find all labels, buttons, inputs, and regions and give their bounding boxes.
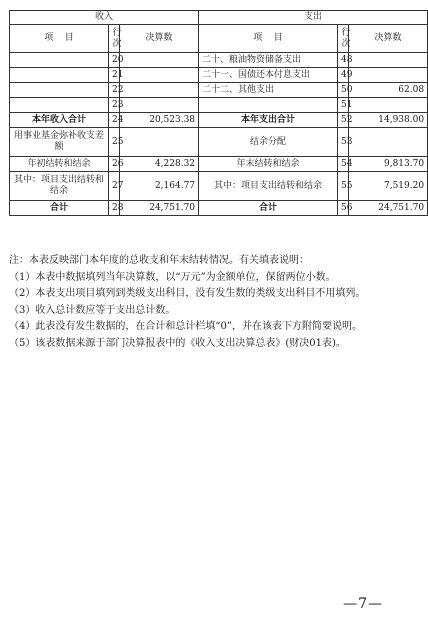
income-item-cell: 年初结转和结余 [10,157,109,172]
table-row [10,98,428,113]
expense-line-cell: 51 [338,98,349,113]
expense-amount-cell [349,98,428,113]
expense-line-cell: 49 [338,68,349,83]
annual-total-row [10,113,428,128]
income-line-column-header: 行次 [109,25,120,53]
expense-item-cell: 二十、粮油物资储备支出 [199,53,338,68]
expense-header: 支出 [199,11,428,25]
grand-total-row [10,201,428,216]
expense-amount-cell [349,68,428,83]
expense-amount-cell: 7,519.20 [349,172,428,201]
note-item: （1）本表中数据填列当年决算数，以“万元”为金额单位，保留两位小数。 [9,271,336,283]
income-line-cell: 20 [109,53,120,68]
expense-line-cell: 53 [338,128,349,157]
income-expense-table [9,10,428,216]
expense-amount-cell: 9,813.70 [349,157,428,172]
income-annual-total-amount: 20,523.38 [120,113,199,128]
expense-item-column-header: 项 目 [199,25,338,53]
income-item-cell [10,68,109,83]
income-amount-cell [120,83,199,98]
income-line-cell: 24 [109,113,120,128]
income-amount-cell [120,98,199,113]
expense-item-cell: 其中：项目支出结转和结余 [199,172,338,201]
income-amount-column-header: 决算数 [120,25,199,53]
expense-item-cell [199,98,338,113]
income-item-column-header: 项 目 [10,25,109,53]
note-item: （3）收入总计数应等于支出总计数。 [9,304,176,316]
income-line-cell: 27 [109,172,120,201]
expense-item-cell: 年末结转和结余 [199,157,338,172]
notes-intro: 注：本表反映部门本年度的总收支和年末结转情况。有关填表说明： [9,255,309,266]
income-item-cell [10,98,109,113]
income-grand-total-label: 合计 [10,201,109,216]
expense-line-column-header: 行次 [338,25,349,53]
income-grand-total-amount: 24,751.70 [120,201,199,216]
expense-line-cell: 52 [338,113,349,128]
income-item-cell: 其中：项目支出结转和结余 [10,172,109,201]
expense-amount-cell [349,128,428,157]
income-item-cell [10,53,109,68]
income-line-cell: 26 [109,157,120,172]
final-accounts-table-container [9,10,425,216]
expense-line-cell: 55 [338,172,349,201]
expense-item-cell: 二十一、国债还本付息支出 [199,68,338,83]
income-line-cell: 28 [109,201,120,216]
table-row [10,83,428,98]
note-item: （4）此表没有发生数据的，在合计和总计栏填“0”，并在该表下方附简要说明。 [9,321,362,332]
income-item-cell: 用事业基金弥补收支差额 [10,128,109,157]
expense-item-cell: 二十二、其他支出 [199,83,338,98]
income-line-cell: 22 [109,83,120,98]
income-amount-cell [120,53,199,68]
expense-line-cell: 48 [338,53,349,68]
income-header: 收入 [10,11,199,25]
expense-annual-total-label: 本年支出合计 [199,113,338,128]
income-amount-cell: 4,228.32 [120,157,199,172]
table-row [10,172,428,201]
expense-amount-cell: 62.08 [349,83,428,98]
income-line-cell: 25 [109,128,120,157]
expense-amount-column-header: 决算数 [349,25,428,53]
expense-line-cell: 54 [338,157,349,172]
expense-grand-total-amount: 24,751.70 [349,201,428,216]
expense-grand-total-label: 合计 [199,201,338,216]
table-notes [9,253,419,352]
expense-annual-total-amount: 14,938.00 [349,113,428,128]
expense-line-cell: 56 [338,201,349,216]
income-amount-cell: 2,164.77 [120,172,199,201]
expense-item-cell: 结余分配 [199,128,338,157]
note-item: （5）该表数据来源于部门决算报表中的《收入支出决算总表》(财决01表)。 [9,337,346,349]
income-annual-total-label: 本年收入合计 [10,113,109,128]
table-row [10,68,428,83]
income-line-cell: 23 [109,98,120,113]
income-item-cell [10,83,109,98]
note-item: （2）本表支出项目填列到类级支出科目，没有发生数的类级支出科目不用填列。 [9,288,366,299]
income-amount-cell [120,128,199,157]
income-amount-cell [120,68,199,83]
table-column-header-row [10,25,428,53]
page-number: —7— [343,596,383,612]
expense-amount-cell [349,53,428,68]
income-line-cell: 21 [109,68,120,83]
table-row [10,53,428,68]
table-row [10,157,428,172]
table-section-header-row [10,11,428,25]
expense-line-cell: 50 [338,83,349,98]
table-row [10,128,428,157]
